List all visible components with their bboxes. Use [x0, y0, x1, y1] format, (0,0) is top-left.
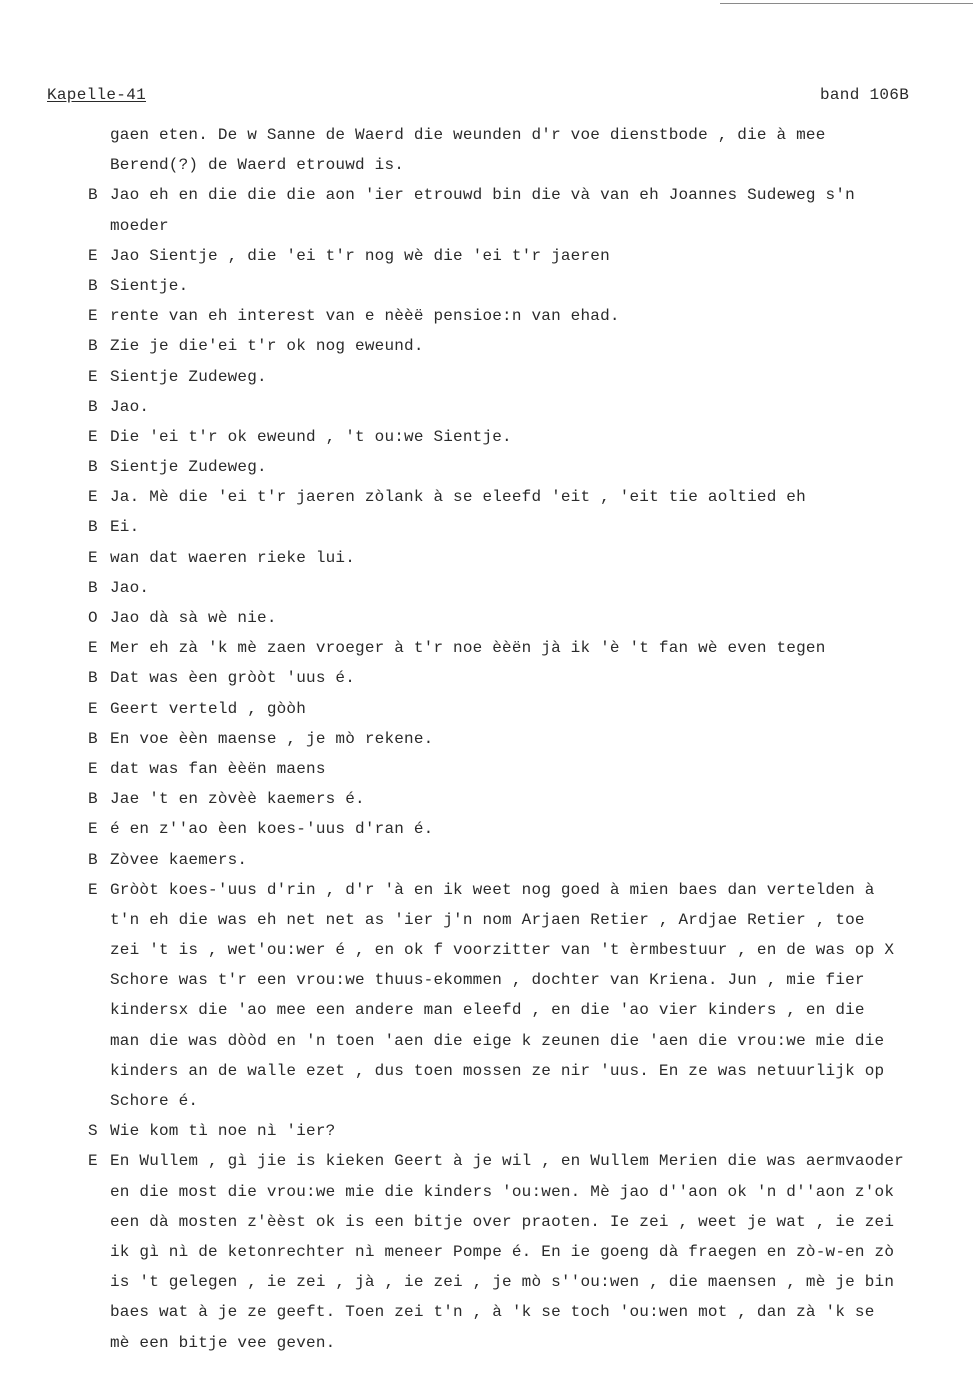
line-text: Jao Sientje , die 'ei t'r nog wè die 'ei t'r jaeren [110, 246, 610, 265]
speaker-label: E [88, 367, 98, 386]
page-header-location: Kapelle-41 [47, 86, 147, 104]
transcript-line [0, 331, 973, 361]
line-text: Gròòt koes-'uus d'rin , d'r 'à en ik weet nog goed à mien baes dan vertelden à [110, 880, 875, 899]
transcript-line [0, 754, 973, 784]
line-text: Ja. Mè die 'ei t'r jaeren zòlank à se eleefd 'eit , 'eit tie aoltied eh [110, 488, 806, 507]
transcript-line [0, 180, 973, 210]
transcript-line [0, 512, 973, 542]
transcript-body [0, 120, 973, 1358]
line-text: rente van eh interest van e nèèë pensioe:n van ehad. [110, 307, 620, 326]
speaker-label: B [88, 276, 98, 295]
speaker-label: O [88, 609, 98, 627]
transcript-line [0, 905, 973, 935]
transcript-line [0, 1297, 973, 1327]
line-text: Ei. [110, 518, 140, 537]
speaker-label: E [88, 820, 98, 839]
transcript-line [0, 814, 973, 844]
line-text: Zie je die'ei t'r ok nog eweund. [110, 337, 424, 356]
line-text: gaen eten. De w Sanne de Waerd die weunden d'r voe dienstbode , die à mee [110, 126, 826, 144]
line-text: moeder [110, 216, 169, 235]
line-text: ik gì nì de ketonrechter nì meneer Pompe é. En ie goeng dà fraegen en zò-w-en zò [110, 1242, 895, 1261]
speaker-label: E [88, 548, 98, 567]
line-text: Sientje Zudeweg. [110, 458, 267, 477]
transcript-line [0, 301, 973, 331]
line-text: é en z''ao èen koes-'uus d'ran é. [110, 820, 434, 839]
transcript-line [0, 271, 973, 301]
line-text: een dà mosten z'èèst ok is een bitje over praoten. Ie zei , weet je wat , ie zei [110, 1212, 895, 1231]
line-text: Jao eh en die die die aon 'ier etrouwd bin die và van eh Joannes Sudeweg s'n [110, 186, 855, 205]
speaker-label: B [88, 337, 98, 356]
line-text: Schore é. [110, 1092, 199, 1110]
speaker-label: E [88, 639, 98, 658]
transcript-line [0, 452, 973, 482]
transcript-line [0, 1267, 973, 1297]
speaker-label: E [88, 427, 98, 446]
transcript-line [0, 573, 973, 603]
transcript-line [0, 1056, 973, 1086]
transcript-line [0, 1116, 973, 1146]
line-text: Sientje Zudeweg. [110, 367, 267, 386]
line-text: Jao. [110, 578, 150, 597]
line-text: Mer eh zà 'k mè zaen vroeger à t'r noe èèën jà ik 'è 't fan wè even tegen [110, 639, 826, 658]
line-text: man die was dòòd en 'n toen 'aen die eige k zeunen die 'aen die vrou:we mie die [110, 1031, 885, 1050]
line-text: t'n eh die was eh net net as 'ier j'n nom Arjaen Retier , Ardjae Retier , toe [110, 910, 865, 929]
transcript-line [0, 784, 973, 814]
transcript-line [0, 1026, 973, 1056]
line-text: Schore was t'r een vrou:we thuus-ekommen , dochter van Kriena. Jun , mie fier [110, 971, 865, 990]
transcript-line [0, 724, 973, 754]
line-text: Berend(?) de Waerd etrouwd is. [110, 156, 405, 175]
transcript-line [0, 1207, 973, 1237]
transcript-line [0, 845, 973, 875]
transcript-line [0, 241, 973, 271]
transcript-line [0, 482, 973, 512]
top-rule [720, 3, 973, 4]
line-text: zei 't is , wet'ou:wer é , en ok f voorzitter van 't èrmbestuur , en de was op X [110, 941, 895, 960]
speaker-label: B [88, 669, 98, 688]
speaker-label: E [88, 699, 98, 718]
line-text: baes wat à je ze geeft. Toen zei t'n , à 'k se toch 'ou:wen mot , dan zà 'k se [110, 1303, 875, 1322]
speaker-label: E [88, 759, 98, 778]
transcript-line [0, 1086, 973, 1116]
speaker-label: E [88, 1152, 98, 1171]
line-text: Jae 't en zòvèè kaemers é. [110, 790, 365, 809]
transcript-line [0, 120, 973, 150]
speaker-label: B [88, 518, 98, 537]
speaker-label: B [88, 458, 98, 477]
line-text: En voe èèn maense , je mò rekene. [110, 729, 434, 748]
transcript-line [0, 633, 973, 663]
transcript-line [0, 995, 973, 1025]
transcript-line [0, 150, 973, 180]
line-text: dat was fan èèën maens [110, 759, 326, 778]
line-text: wan dat waeren rieke lui. [110, 548, 356, 567]
page-header-tape: band 106B [820, 86, 910, 104]
transcript-line [0, 392, 973, 422]
transcript-line [0, 935, 973, 965]
transcript-line [0, 422, 973, 452]
transcript-line [0, 1146, 973, 1176]
line-text: kinders an de walle ezet , dus toen mossen ze nir 'uus. En ze was netuurlijk op [110, 1061, 885, 1080]
line-text: Dat was èen gròòt 'uus é. [110, 669, 356, 688]
line-text: Wie kom tì noe nì 'ier? [110, 1122, 336, 1141]
speaker-label: E [88, 307, 98, 326]
speaker-label: B [88, 578, 98, 597]
line-text: En Wullem , gì jie is kieken Geert à je wil , en Wullem Merien die was aermvaoder [110, 1152, 904, 1171]
speaker-label: B [88, 397, 98, 416]
speaker-label: B [88, 186, 98, 205]
line-text: en die most die vrou:we mie die kinders 'ou:wen. Mè jao d''aon ok 'n d''aon z'ok [110, 1182, 895, 1201]
line-text: mè een bitje vee geven. [110, 1333, 336, 1352]
speaker-label: B [88, 790, 98, 809]
transcript-line [0, 663, 973, 693]
speaker-label: E [88, 488, 98, 507]
speaker-label: B [88, 729, 98, 748]
transcript-line [0, 965, 973, 995]
speaker-label: E [88, 246, 98, 265]
line-text: kindersx die 'ao mee een andere man eleefd , en die 'ao vier kinders , en die [110, 1001, 865, 1020]
transcript-line [0, 694, 973, 724]
line-text: Sientje. [110, 276, 189, 295]
transcript-line [0, 211, 973, 241]
transcript-line [0, 1328, 973, 1358]
transcript-line [0, 362, 973, 392]
transcript-line [0, 1237, 973, 1267]
line-text: Geert verteld , gòòh [110, 699, 307, 718]
speaker-label: B [88, 850, 98, 869]
line-text: Die 'ei t'r ok eweund , 't ou:we Sientje. [110, 427, 512, 446]
transcript-line [0, 875, 973, 905]
line-text: Zòvee kaemers. [110, 850, 248, 869]
speaker-label: S [88, 1122, 98, 1141]
line-text: Jao. [110, 397, 150, 416]
speaker-label: E [88, 880, 98, 899]
transcript-line [0, 543, 973, 573]
line-text: is 't gelegen , ie zei , jà , ie zei , je mò s''ou:wen , die maensen , mè je bin [110, 1273, 895, 1292]
transcript-line [0, 1177, 973, 1207]
line-text: Jao dà sà wè nie. [110, 609, 277, 627]
transcript-line [0, 603, 973, 633]
